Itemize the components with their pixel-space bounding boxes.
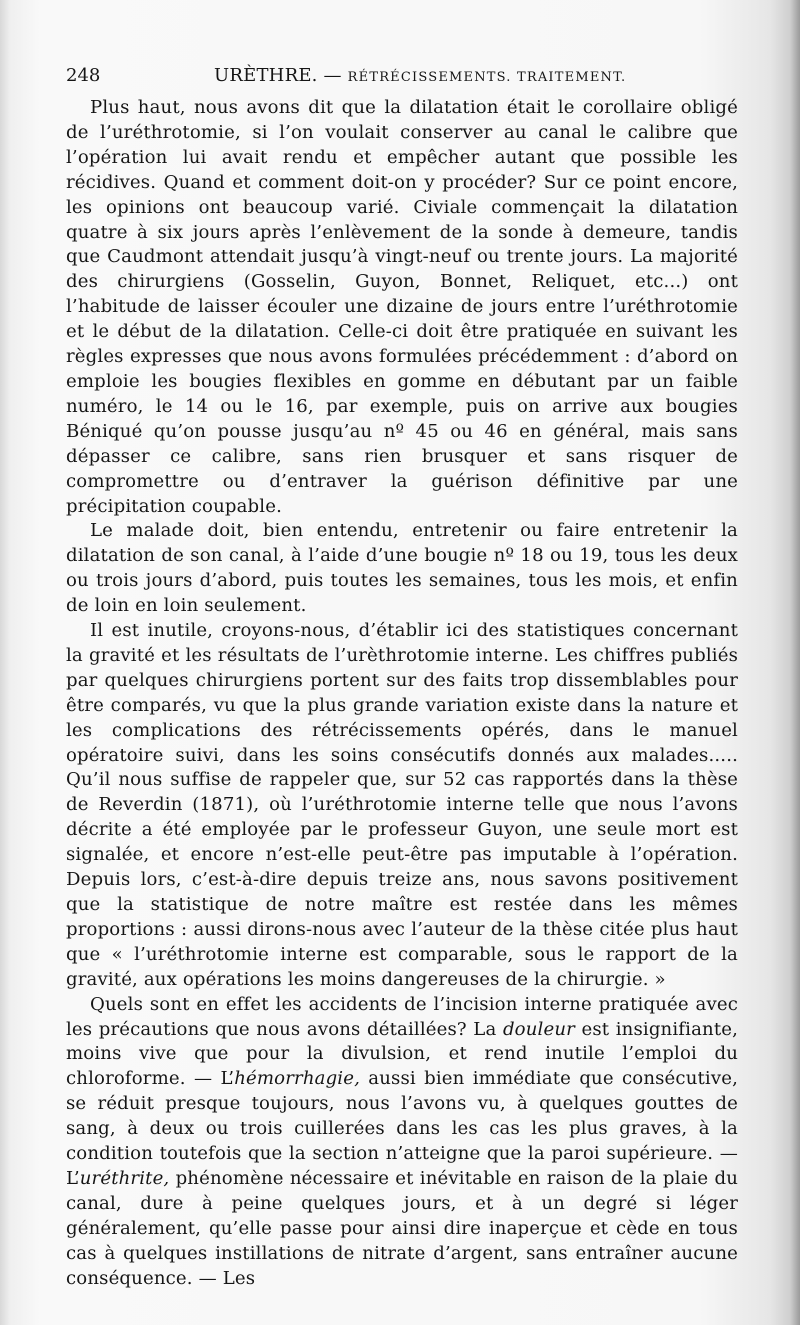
book-page xyxy=(66,58,738,1292)
paragraph-accidents-part2: est insignifiante, moins vive que pour la divulsion, et rend inutile l’emploi du chloroforme. — L’ xyxy=(66,1018,739,1090)
paragraph-maintenance: Le malade doit, bien entendu, entretenir ou faire entretenir la dilatation de son canal, à l’aide d’une bougie nº 18 ou 19, tous les deux ou trois jours d’abord, puis toutes les semaines, tous les mois, et enfin de loin en loin seulement. xyxy=(66,520,738,617)
paragraph-accidents-part1: Quels sont en effet les accidents de l’incision interne pratiquée avec les précautions que nous avons détaillées? La xyxy=(66,993,738,1040)
term-urethrite: uréthrite, xyxy=(79,1167,170,1189)
paragraph-accidents-part3: aussi bien immédiate que consécutive, se réduit presque toujours, nous l’avons vu, à quelques gouttes de sang, à deux ou trois cuillerées dans les cas les plus graves, à la condition toutefois que la section n’atteigne que la paroi supérieure. — L’ xyxy=(66,1068,738,1189)
term-hemorrhagie: hémorrhagie, xyxy=(234,1068,360,1090)
term-douleur: douleur xyxy=(502,1018,575,1040)
paragraph-dilatation: Plus haut, nous avons dit que la dilatation était le corollaire obligé de l’uréthrotomie, si l’on voulait conserver au canal le calibre que l’opération lui avait rendu et empêcher autant que possible les récidives. Quand et comment doit-on y procéder? Sur ce point encore, les opinions ont beaucoup varié. Civiale commençait la dilatation quatre à six jours après l’enlèvement de la sonde à demeure, tandis que Caudmont attendait jusqu’à vingt-neuf ou trente jours. La majorité des chirurgiens (Gosselin, Guyon, Bonnet, Reliquet, etc...) ont l’habitude de laisser écouler une dizaine de jours entre l’uréthrotomie et le début de la dilatation. Celle-ci doit être pratiquée en suivant les règles expresses que nous avons formulées précédemment : d’abord on emploie les bougies flexibles en gomme en débutant par un faible numéro, le 14 ou le 16, par exemple, puis on arrive aux bougies Béniqué qu’on pousse jusqu’au nº 45 ou 46 en général, mais sans dépasser ce calibre, sans rien brusquer et sans risquer de compromettre ou d’entraver la guérison définitive par une précipitation coupable. xyxy=(66,97,738,517)
running-head-dash: — xyxy=(317,65,348,86)
running-head-title xyxy=(214,58,626,96)
paragraph-accidents-part4: phénomène nécessaire et inévitable en raison de la plaie du canal, dure à peine quelques jours, et à un degré si léger généralement, qu’elle passe pour ainsi dire inaperçue et cède en tous cas à quelques instillations de nitrate d’argent, sans entraîner aucune conséquence. — Les xyxy=(66,1167,738,1289)
running-header xyxy=(66,58,738,94)
paragraph-accidents xyxy=(66,993,738,1292)
paragraph-statistics: Il est inutile, croyons-nous, d’établir ici des statistiques concernant la gravité et les résultats de l’urèthrotomie interne. Les chiffres publiés par quelques chirurgiens portent sur des faits trop dissemblables pour être comparés, vu que la plus grande variation existe dans la nature et les complications des rétrécissements opérés, dans le manuel opératoire suivi, dans les soins consécutifs donnés aux malades..... Qu’il nous suffise de rappeler que, sur 52 cas rapportés dans la thèse de Reverdin (1871), où l’uréthrotomie interne telle que nous l’avons décrite a été employée par le professeur Guyon, une seule mort est signalée, et encore n’est-elle peut-être pas imputable à l’opération. Depuis lors, c’est-à-dire depuis treize ans, nous savons positivement que la statistique de notre maître est restée dans les mêmes proportions : aussi dirons-nous avec l’auteur de la thèse citée plus haut que « l’uréthrotomie interne est comparable, sous le rapport de la gravité, aux opérations les moins dangereuses de la chirurgie. » xyxy=(66,620,738,990)
body-text xyxy=(66,96,738,1292)
running-head-sub: RÉTRÉCISSEMENTS. TRAITEMENT. xyxy=(347,70,627,85)
running-head-main: URÈTHRE. xyxy=(214,65,318,86)
page-number: 248 xyxy=(66,65,101,86)
